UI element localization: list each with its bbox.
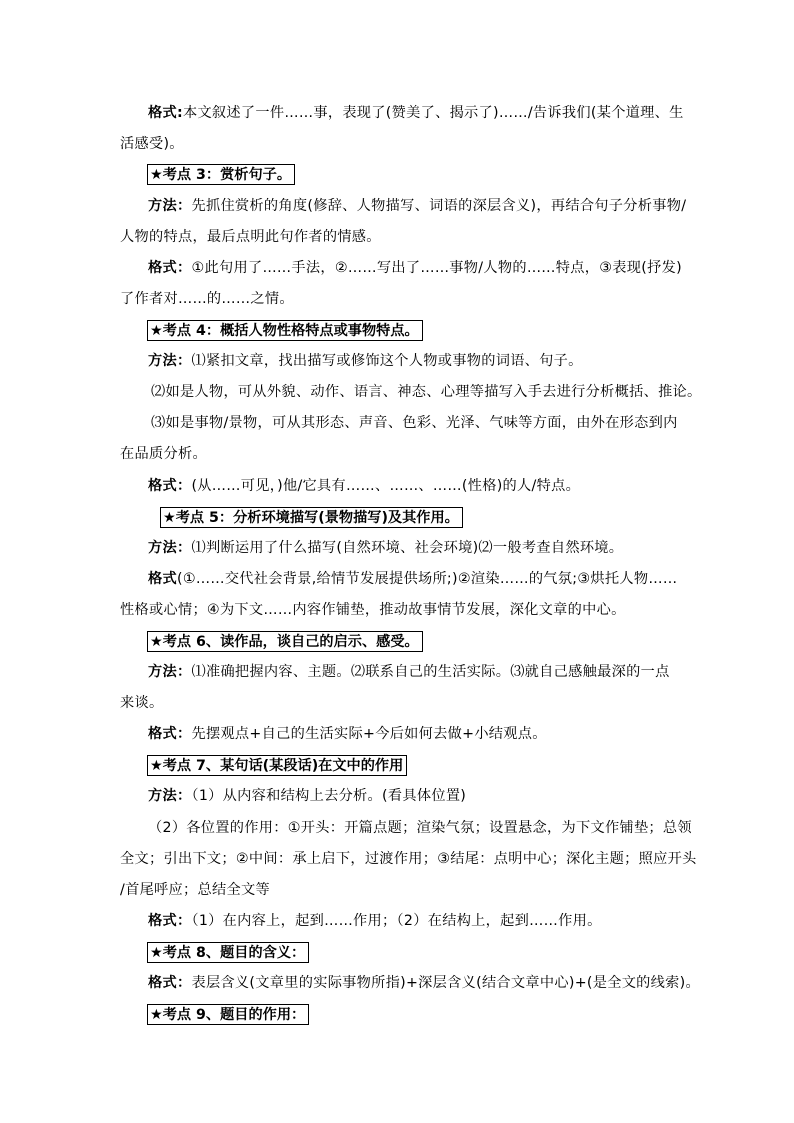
k3-method-line: 方法：先抓住赏析的角度(修辞、人物描写、词语的深层含义)，再结合句子分析事物/ [148, 198, 687, 214]
k3-method-line-2: 人物的特点，最后点明此句作者的情感。 [120, 229, 381, 245]
k8-format-line: 格式：表层含义(文章里的实际事物所指)+深层含义(结合文章中心)+(是全文的线索)。 [148, 975, 700, 991]
k3-format-line: 格式：①此句用了……手法，②……写出了……事物/人物的……特点，③表现(抒发) [148, 260, 682, 276]
section-heading-k3: ★考点 3：赏析句子。 [147, 164, 295, 185]
section-heading-k9: ★考点 9、题目的作用： [147, 1004, 309, 1025]
k4-item-2: ⑵如是人物，可从外貌、动作、语言、神态、心理等描写入手去进行分析概括、推论。 [151, 384, 702, 400]
k7-item-2-cont: 全文；引出下文；②中间：承上启下，过渡作用；③结尾：点明中心；深化主题；照应开头 [120, 851, 697, 867]
section-heading-k7: ★考点 7、某句话(某段话)在文中的作用 [147, 755, 407, 776]
k7-method-line: 方法：（1）从内容和结构上去分析。(看具体位置) [148, 788, 467, 804]
section-heading-k6: ★考点 6、读作品，谈自己的启示、感受。 [147, 631, 423, 652]
k7-item-2-cont-2: /首尾呼应；总结全文等 [120, 882, 270, 898]
k7-item-2: （2）各位置的作用：①开头：开篇点题；渲染气氛；设置悬念，为下文作铺垫；总领 [148, 820, 692, 836]
k6-format-line: 格式：先摆观点+自己的生活实际+今后如何去做+小结观点。 [148, 726, 547, 742]
k5-method-line: 方法：⑴判断运用了什么描写(自然环境、社会环境)⑵一般考查自然环境。 [148, 540, 624, 556]
summary-format-line: 格式:本文叙述了一件……事，表现了(赞美了、揭示了)……/告诉我们(某个道理、生 [148, 105, 684, 121]
section-heading-k5: ★考点 5：分析环境描写(景物描写)及其作用。 [160, 507, 463, 528]
format-label: 格式: [148, 105, 183, 121]
k5-format-line: 格式(①……交代社会背景,给情节发展提供场所;)②渲染……的气氛;③烘托人物…… [148, 571, 678, 587]
k4-method-line: 方法：⑴紧扣文章，找出描写或修饰这个人物或事物的词语、句子。 [148, 353, 583, 369]
section-heading-k4: ★考点 4：概括人物性格特点或事物特点。 [147, 320, 423, 341]
summary-format-line-2: 活感受)。 [120, 136, 184, 152]
k6-method-line-2: 来谈。 [120, 695, 164, 711]
k7-format-line: 格式：（1）在内容上，起到……作用；（2）在结构上，起到……作用。 [148, 913, 602, 929]
k6-method-line: 方法：⑴准确把握内容、主题。⑵联系自己的生活实际。⑶就自己感触最深的一点 [148, 664, 670, 680]
k4-format-line: 格式：(从……可见，)他/它具有……、……、……(性格)的人/特点。 [148, 478, 581, 494]
k4-item-3-cont: 在品质分析。 [120, 446, 207, 462]
section-heading-k8: ★考点 8、题目的含义： [147, 942, 309, 963]
k5-format-line-2: 性格或心情；④为下文……内容作铺垫，推动故事情节发展，深化文章的中心。 [120, 602, 626, 618]
k4-item-3: ⑶如是事物/景物，可从其形态、声音、色彩、光泽、气味等方面，由外在形态到内 [151, 415, 678, 431]
k3-format-line-2: 了作者对……的……之情。 [120, 291, 294, 307]
